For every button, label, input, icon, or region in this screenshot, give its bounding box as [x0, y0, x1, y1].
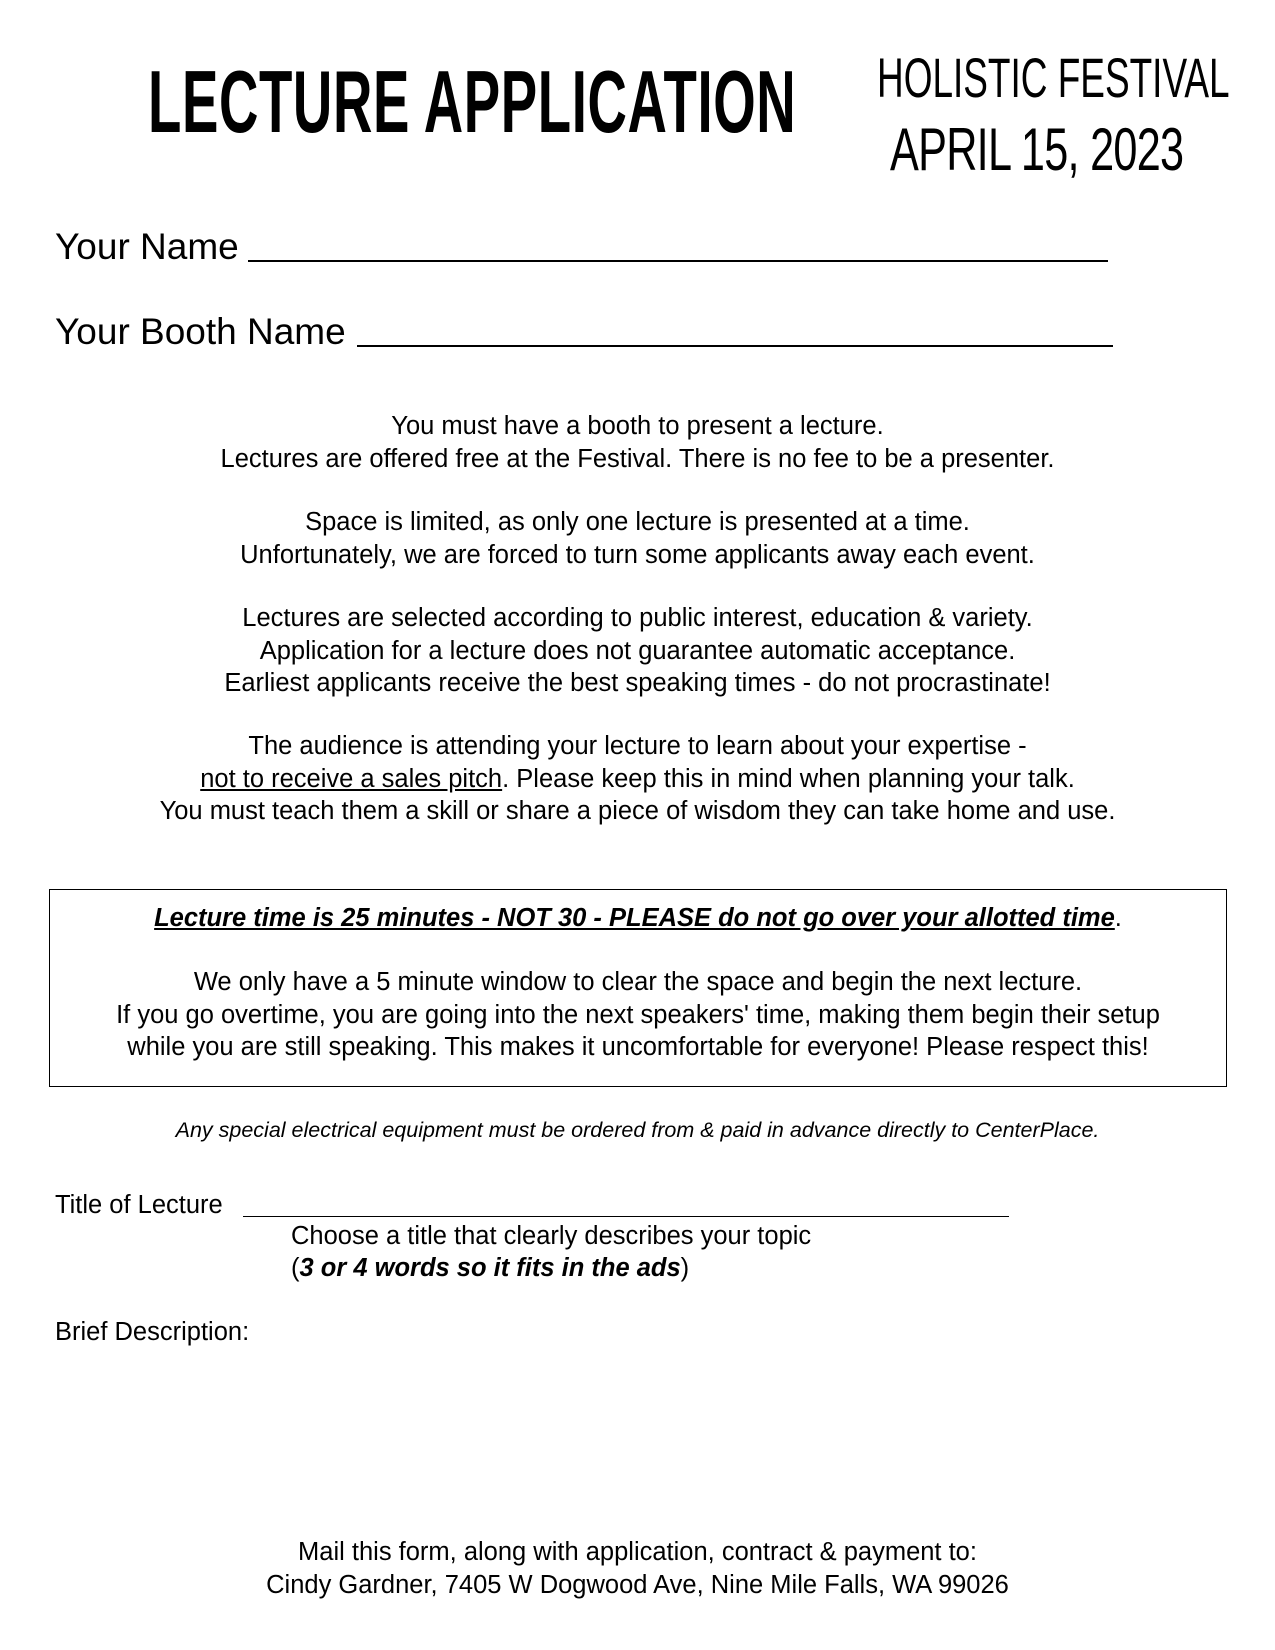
notice-line: while you are still speaking. This makes it uncomfortable for everyone! Please respect this! [127, 1033, 1149, 1061]
notice-headline [49, 902, 1227, 934]
brief-description-label: Brief Description: [55, 1318, 250, 1346]
info-group-selection [0, 602, 1275, 700]
info-group-space [0, 506, 1275, 571]
lecture-title-label: Title of Lecture [55, 1191, 223, 1219]
info-line: You must teach them a skill or share a piece of wisdom they can take home and use. [159, 797, 1116, 825]
info-line: Lectures are offered free at the Festival. There is no fee to be a presenter. [220, 444, 1055, 473]
mailing-footer [0, 1536, 1275, 1601]
info-line: Unfortunately, we are forced to turn some applicants away each event. [240, 540, 1035, 569]
hint-line-emphasis [291, 1252, 811, 1284]
your-name-label: Your Name [55, 226, 239, 267]
info-line: Lectures are selected according to public interest, education & variety. [242, 604, 1033, 632]
brief-description-area[interactable] [55, 1350, 1215, 1510]
lecture-title-field[interactable] [243, 1216, 1009, 1217]
info-group-audience [0, 730, 1275, 828]
event-date: APRIL 15, 2023 [890, 116, 1184, 183]
footer-address: Cindy Gardner, 7405 W Dogwood Ave, Nine Mile Falls, WA 99026 [266, 1570, 1009, 1599]
notice-headline-text: Lecture time is 25 minutes - NOT 30 - PLEASE do not go over your allotted time [154, 904, 1115, 932]
info-line: Space is limited, as only one lecture is presented at a time. [305, 508, 970, 536]
hint-bold: 3 or 4 words so it fits in the ads [299, 1254, 681, 1282]
info-line-sales-pitch [0, 763, 1275, 796]
footer-line: Mail this form, along with application, contract & payment to: [298, 1538, 977, 1566]
page-title: LECTURE APPLICATION [148, 52, 797, 151]
lecture-title-hint [291, 1220, 811, 1284]
sales-pitch-emphasis: not to receive a sales pitch [200, 764, 503, 793]
info-line: The audience is attending your lecture to learn about your expertise - [248, 732, 1027, 760]
notice-line: We only have a 5 minute window to clear the space and begin the next lecture. [193, 968, 1083, 996]
hint-paren-close: ) [680, 1254, 690, 1282]
event-name: HOLISTIC FESTIVAL [877, 46, 1230, 109]
electrical-note: Any special electrical equipment must be ordered from & paid in advance directly to CenterPlace. [175, 1118, 1100, 1142]
notice-body [49, 966, 1227, 1064]
info-line: You must have a booth to present a lecture. [391, 412, 884, 440]
info-group-booth [0, 410, 1275, 475]
info-line: Earliest applicants receive the best speaking times - do not procrastinate! [224, 669, 1051, 697]
sales-pitch-rest: . Please keep this in mind when planning your talk. [502, 764, 1075, 793]
hint-paren-open: ( [291, 1254, 300, 1282]
hint-line: Choose a title that clearly describes your topic [291, 1222, 812, 1250]
booth-name-field[interactable] [357, 345, 1113, 347]
booth-name-label: Your Booth Name [55, 311, 346, 352]
notice-line: If you go overtime, you are going into the next speakers' time, making them begin their setup [116, 1000, 1160, 1029]
your-name-field[interactable] [248, 260, 1108, 262]
info-line: Application for a lecture does not guarantee automatic acceptance. [259, 636, 1016, 665]
notice-headline-period: . [1114, 904, 1122, 932]
